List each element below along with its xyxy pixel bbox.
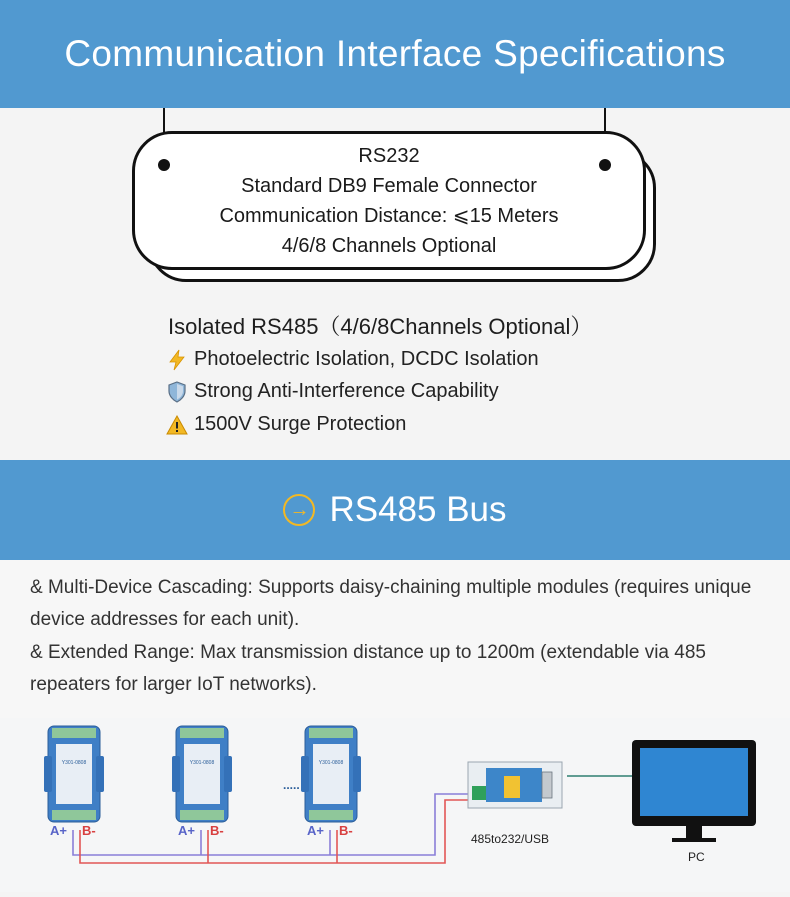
feature-item xyxy=(164,380,499,403)
page-title: Communication Interface Specifications xyxy=(64,33,726,74)
rs485-bus-diagram xyxy=(0,718,790,892)
shield-icon xyxy=(164,381,190,403)
module-label: Y301-0808 xyxy=(318,760,344,766)
device-module xyxy=(44,726,104,822)
ellipsis-label: ..... xyxy=(283,778,300,792)
module-label: Y301-0808 xyxy=(189,760,215,766)
a-plus-label: A+ xyxy=(307,823,324,838)
b-minus-label: B- xyxy=(210,823,224,838)
b-minus-label: B- xyxy=(339,823,353,838)
device-module xyxy=(301,726,361,822)
feature-text: Photoelectric Isolation, DCDC Isolation xyxy=(194,348,539,370)
a-plus-label: A+ xyxy=(50,823,67,838)
feature-text: Strong Anti-Interference Capability xyxy=(194,380,499,402)
converter-device xyxy=(468,762,562,808)
pc-label: PC xyxy=(688,850,705,864)
bus-banner xyxy=(0,460,790,560)
card-hole-right xyxy=(599,159,611,171)
b-minus-label: B- xyxy=(82,823,96,838)
feature-text: 1500V Surge Protection xyxy=(194,413,407,435)
device-module xyxy=(172,726,232,822)
card-hole-left xyxy=(158,159,170,171)
feature-item xyxy=(164,413,406,436)
header-banner xyxy=(0,0,790,108)
module-label: Y301-0808 xyxy=(61,760,87,766)
rs232-line: 4/6/8 Channels Optional xyxy=(281,234,497,257)
rs232-card xyxy=(132,131,646,270)
converter-label: 485to232/USB xyxy=(471,832,550,846)
section-title: RS485 Bus xyxy=(329,490,507,529)
lightning-icon xyxy=(164,349,190,371)
diagram-svg xyxy=(0,718,790,892)
arrow-circle-icon: → xyxy=(283,494,315,526)
feature-item xyxy=(164,348,539,371)
rs232-line: Communication Distance: ⩽15 Meters xyxy=(219,204,559,227)
description-paragraph: & Multi-Device Cascading: Supports daisy-chaining multiple modules (requires unique device addresses for each unit). xyxy=(30,577,752,630)
isolated-title: Isolated RS485（4/6/8Channels Optional） xyxy=(168,314,593,339)
warning-icon xyxy=(164,415,190,435)
rs232-line: RS232 xyxy=(358,144,420,167)
rs232-line: Standard DB9 Female Connector xyxy=(241,174,537,197)
a-plus-label: A+ xyxy=(178,823,195,838)
description-paragraph: & Extended Range: Max transmission distance up to 1200m (extendable via 485 repeaters for larger IoT networks). xyxy=(30,642,706,695)
